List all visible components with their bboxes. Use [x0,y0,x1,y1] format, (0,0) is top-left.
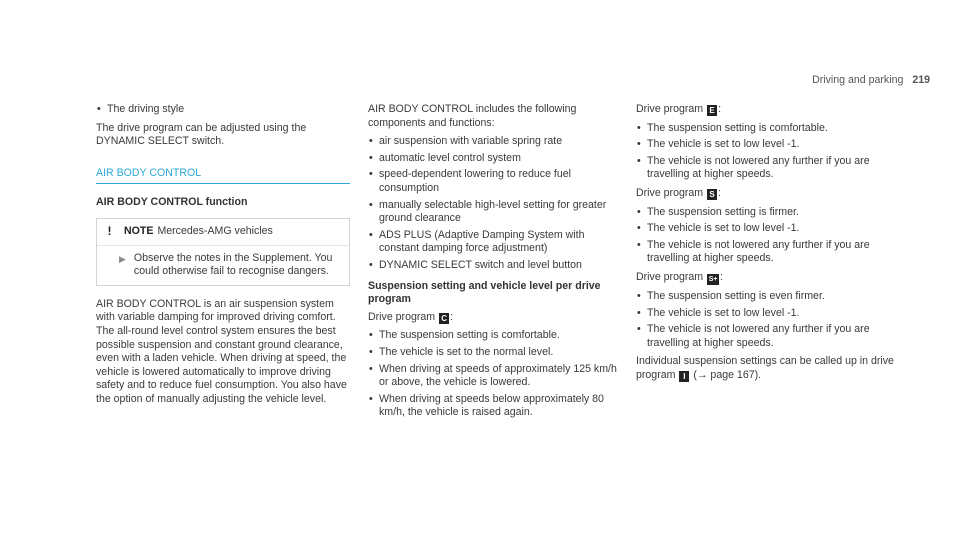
list-item: • The vehicle is not lowered any further if you are travelling at higher speeds. [636,239,896,266]
program-c-icon: C [439,313,449,324]
page-reference-link[interactable]: (→ page 167). [693,368,762,381]
style-list [96,103,350,117]
list-item: • manually selectable high-level setting for greater ground clearance [368,199,622,226]
note-title: Mercedes-AMG vehicles [157,224,273,237]
suspension-heading: Suspension setting and vehicle level per drive program [368,279,601,306]
list-item: • The driving style [96,103,350,117]
warning-icon: ! [107,223,112,238]
program-individual-icon: I [679,371,689,382]
list-item: • The vehicle is set to low level -1. [636,138,896,152]
s-list [636,206,896,266]
list-item: • automatic level control system [368,152,622,166]
list-item: • The vehicle is not lowered any further if you are travelling at higher speeds. [636,323,896,350]
column-2 [368,103,622,425]
note-body [97,246,349,285]
list-item: • DYNAMIC SELECT switch and level button [368,259,622,273]
note-box [96,218,350,286]
drive-program-label: Drive program [636,270,704,283]
list-item: • The suspension setting is comfortable. [368,329,622,343]
drive-program-label: Drive program [368,310,436,323]
list-item: • speed-dependent lowering to reduce fuel consumption [368,168,622,195]
drive-program-s-plus [636,271,896,285]
page-number: 219 [912,74,930,86]
colon: : [720,270,724,283]
drive-program-e [636,103,896,117]
list-item: • The suspension setting is comfortable. [636,122,896,136]
header-section-title: Driving and parking [812,74,904,86]
program-s-plus-icon: S+ [708,275,718,283]
program-e-icon: E [707,105,717,116]
note-text: Observe the notes in the Supplement. You could otherwise fail to recognise dangers. [133,251,333,278]
list-item: • When driving at speeds of approximately 125 km/h or above, the vehicle is lowered. [368,363,622,390]
colon: : [718,186,722,199]
column-1 [96,103,350,412]
adjust-paragraph: The drive program can be adjusted using the DYNAMIC SELECT switch. [96,121,307,148]
note-header [97,219,349,246]
list-item: • When driving at speeds below approximately 80 km/h, the vehicle is raised again. [368,393,622,420]
sp-list [636,290,896,350]
list-item: • The vehicle is set to low level -1. [636,222,896,236]
individual-paragraph [636,355,896,382]
section-title: AIR BODY CONTROL [96,167,350,185]
list-item: • air suspension with variable spring rate [368,135,622,149]
program-s-icon: S [707,189,717,200]
description-paragraph: AIR BODY CONTROL is an air suspension system with variable damping for improved driving comfort. The all-round level control system ensures the best possible suspension and constant ground clearance, even with a laden vehicle. When driving at speed, the vehicle is lowered automatically to improve driving safety and to reduce fuel consumption. You also have the option of manually adjusting the vehicle level. [96,297,347,405]
individual-text: Individual suspension settings can be called up in drive program [636,355,894,381]
function-heading: AIR BODY CONTROL function [96,196,248,209]
column-3 [636,103,896,388]
colon: : [718,103,722,115]
play-arrow-icon: ▶ [119,253,126,264]
drive-program-s [636,187,896,201]
drive-program-c [368,311,622,325]
note-label: NOTE [124,224,154,237]
list-item: • The suspension setting is even firmer. [636,290,896,304]
drive-program-label: Drive program [636,186,704,199]
c-list [368,329,622,420]
list-item: • The suspension setting is firmer. [636,206,896,220]
list-item: • The vehicle is set to low level -1. [636,307,896,321]
list-item: • The vehicle is not lowered any further if you are travelling at higher speeds. [636,155,896,182]
e-list [636,122,896,182]
list-item: • ADS PLUS (Adaptive Damping System with constant damping force adjustment) [368,229,622,256]
intro-paragraph: AIR BODY CONTROL includes the following components and functions: [368,103,577,129]
colon: : [450,310,454,323]
components-list [368,135,622,272]
drive-program-label: Drive program [636,103,704,115]
running-header [812,74,930,88]
list-item: • The vehicle is set to the normal level. [368,346,622,360]
